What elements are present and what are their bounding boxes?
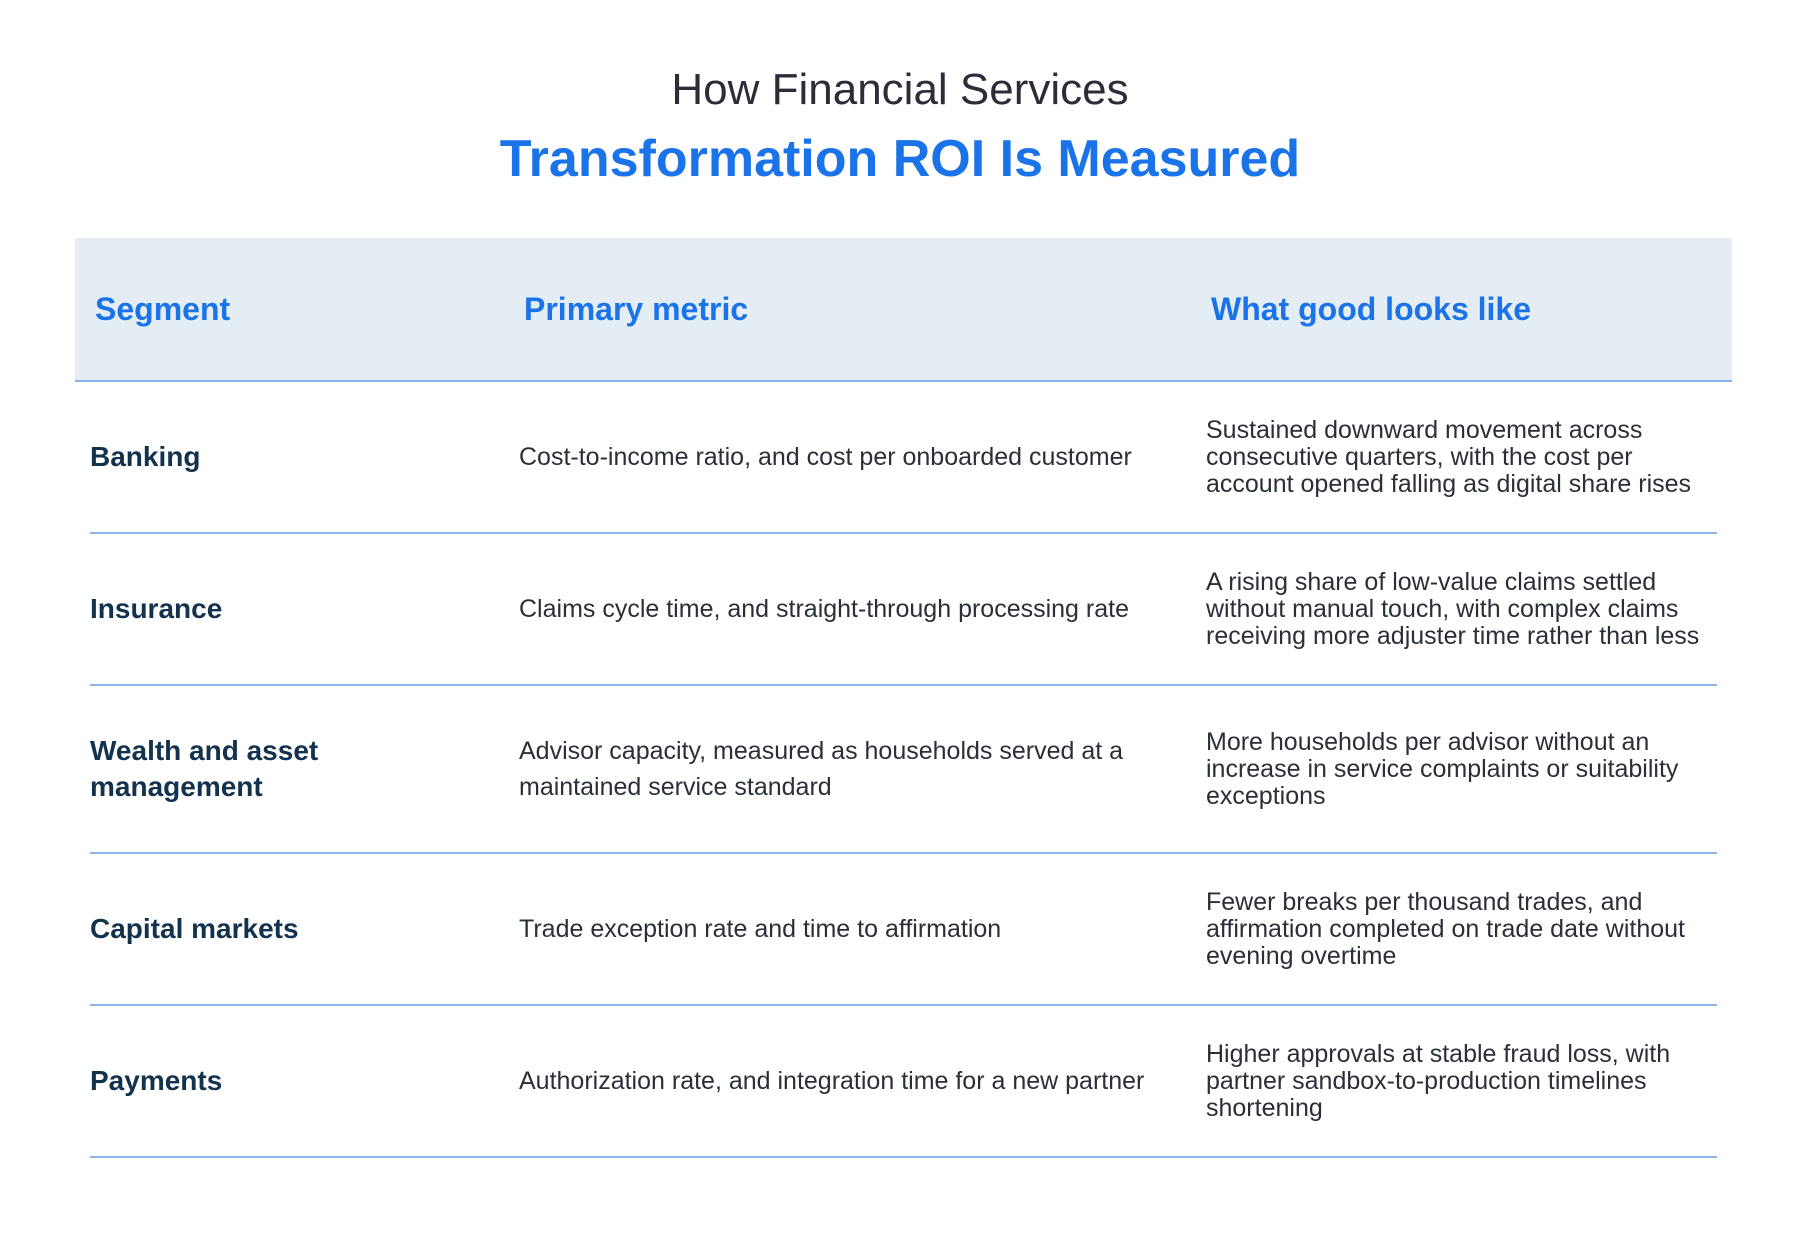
segment-cell: Insurance — [90, 593, 223, 624]
table-row — [90, 854, 1717, 1006]
metric-cell: Authorization rate, and integration time for a new partner — [519, 1067, 1145, 1095]
segment-cell: Wealth and asset management — [90, 735, 319, 802]
header-segment: Segment — [95, 291, 231, 327]
segment-cell: Payments — [90, 1065, 223, 1096]
metric-cell: Advisor capacity, measured as households served at a maintained service standard — [519, 737, 1124, 801]
good-cell: Fewer breaks per thousand trades, and affirmation completed on trade date without evening overtime — [1206, 887, 1685, 970]
metric-cell: Trade exception rate and time to affirmation — [519, 915, 1002, 943]
segment-cell: Banking — [90, 441, 201, 472]
table-row — [90, 686, 1717, 854]
good-cell: Sustained downward movement across consecutive quarters, with the cost per account opened falling as digital share rises — [1206, 415, 1692, 498]
table-header — [75, 238, 1732, 382]
page-title-line-2: Transformation ROI Is Measured — [499, 130, 1301, 188]
good-cell: Higher approvals at stable fraud loss, with partner sandbox-to-production timelines shortening — [1206, 1039, 1671, 1122]
segment-cell: Capital markets — [90, 913, 299, 944]
good-cell: More households per advisor without an increase in service complaints or suitability exceptions — [1206, 727, 1679, 810]
header-what-good-looks-like: What good looks like — [1211, 291, 1532, 327]
header-primary-metric: Primary metric — [524, 291, 749, 327]
good-cell: A rising share of low-value claims settled without manual touch, with complex claims receiving more adjuster time rather than less — [1206, 567, 1700, 650]
table-row — [90, 382, 1717, 534]
table-row — [90, 1006, 1717, 1158]
roi-table — [75, 238, 1732, 1158]
metric-cell: Cost-to-income ratio, and cost per onboarded customer — [519, 443, 1132, 471]
page-title-line-1: How Financial Services — [671, 65, 1129, 114]
metric-cell: Claims cycle time, and straight-through processing rate — [519, 595, 1129, 623]
table-row — [90, 534, 1717, 686]
